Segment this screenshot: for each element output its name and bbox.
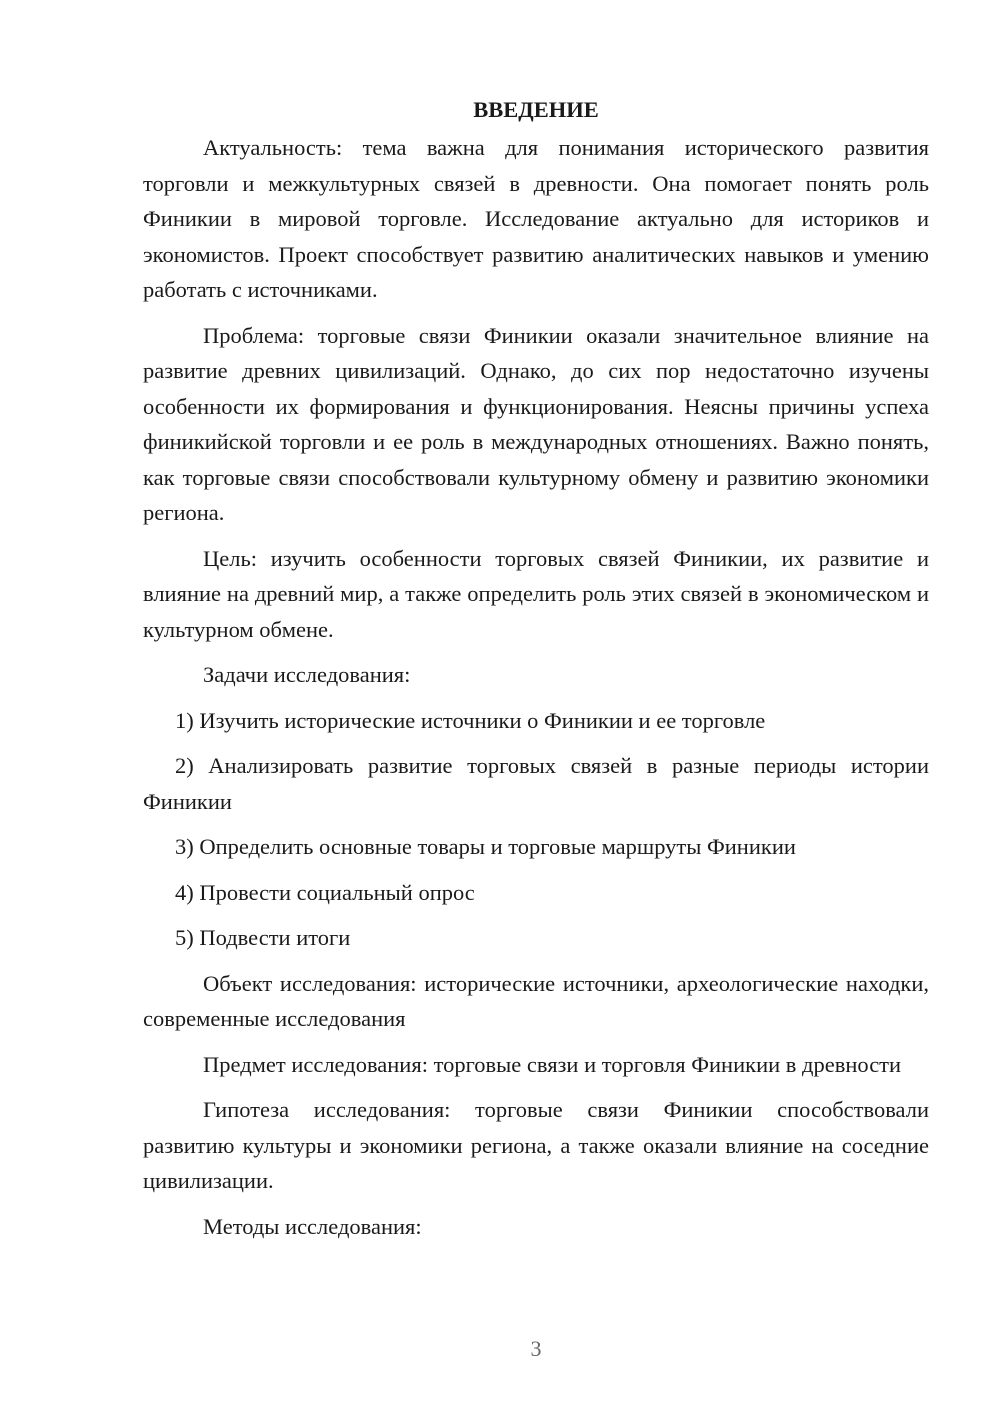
task-item: 3) Определить основные товары и торговые маршруты Финикии (175, 834, 796, 859)
tasks-heading: Задачи исследования: (203, 662, 411, 687)
subject-paragraph: Предмет исследования: торговые связи и торговля Финикии в древности (203, 1051, 902, 1077)
page-number: 3 (530, 1336, 542, 1361)
hypothesis-paragraph: Гипотеза исследования: торговые связи Финикии способствовали развитию культуры и экономики региона, а также оказали влияние на соседние цивилизации. (143, 1097, 929, 1193)
page-content (143, 92, 929, 1254)
object-paragraph: Объект исследования: исторические источники, археологические находки, современные исследования (143, 970, 929, 1031)
section-title: ВВЕДЕНИЕ (473, 97, 599, 122)
goal-paragraph: Цель: изучить особенности торговых связей Финикии, их развитие и влияние на древний мир, а также определить роль этих связей в экономическом и культурном обмене. (143, 545, 929, 642)
task-item: 2) Анализировать развитие торговых связей в разные периоды истории Финикии (143, 753, 929, 814)
task-item: 5) Подвести итоги (175, 925, 351, 950)
task-item: 4) Провести социальный опрос (175, 879, 475, 905)
relevance-paragraph: Актуальность: тема важна для понимания исторического развития торговли и межкультурных связей в древности. Она помогает понять роль Финикии в мировой торговле. Исследование актуально для историков и экономистов. Проект способствует развитию аналитических навыков и умению работать с источниками. (143, 135, 929, 302)
task-item: 1) Изучить исторические источники о Финикии и ее торговле (175, 707, 766, 733)
problem-paragraph: Проблема: торговые связи Финикии оказали значительное влияние на развитие древних цивилизаций. Однако, до сих пор недостаточно изучены особенности их формирования и функционирования. Неясны причины успеха финикийской торговли и ее роль в международных отношениях. Важно понять, как торговые связи способствовали культурному обмену и развитию экономики региона. (143, 322, 929, 525)
methods-heading: Методы исследования: (203, 1213, 422, 1239)
tasks-list (143, 703, 929, 956)
